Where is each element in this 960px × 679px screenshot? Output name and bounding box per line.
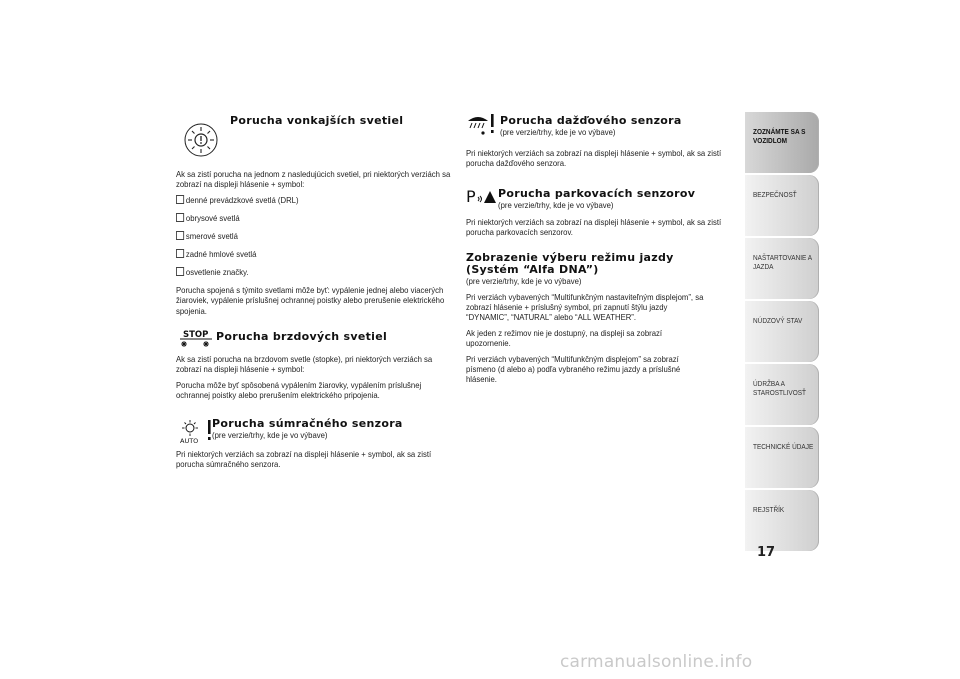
section-title: Zobrazenie výberu režimu jazdy	[466, 250, 674, 264]
section-title: Porucha parkovacích senzorov	[498, 186, 696, 200]
svg-text:AUTO: AUTO	[180, 436, 199, 445]
checkbox-bullet-icon	[176, 213, 184, 222]
paragraph: Pri niektorých verziách sa zobrazí na displeji hlásenie + symbol, ak sa zistí porucha parkovacích senzorov.	[466, 216, 722, 238]
paragraph: Ak sa zistí porucha na jednom z nasledujúcich svetiel, pri niektorých verziách sa zobrazí na displeji hlásenie + symbol:	[176, 169, 451, 190]
tab-index[interactable]: REJSTŘÍK	[745, 490, 819, 551]
section-title-line2: (Systém “Alfa DNA”)	[466, 262, 599, 276]
list-item: osvetlenie značky.	[176, 267, 428, 277]
right-column	[466, 112, 744, 390]
section-rain-sensor	[466, 112, 744, 138]
checkbox-bullet-icon	[176, 249, 184, 258]
checkbox-bullet-icon	[176, 231, 184, 240]
checkbox-bullet-icon	[176, 195, 184, 204]
paragraph: Ak sa zistí porucha na brzdovom svetle (stopke), pri niektorých verziách sa zobrazí na displeji hlásenie + symbol:	[176, 354, 433, 375]
section-parking-sensors	[466, 185, 744, 211]
paragraph: Pri verziách vybavených “Multifunkčným nastaviteľným displejom”, sa zobrazí hlásenie + príslušný symbol, pri zapnutí štýlu jazdy “DYNAMIC”, “NATURAL” alebo “ALL WEATHER”.	[466, 291, 704, 323]
section-subtitle: (pre verzie/trhy, kde je vo výbave)	[212, 429, 328, 440]
tab-maintenance[interactable]: ÚDRŽBA A STAROSTLIVOSŤ	[745, 364, 819, 425]
tab-starting-driving[interactable]: NAŠTARTOVANIE A JAZDA	[745, 238, 819, 299]
section-title: Porucha dažďového senzora	[500, 114, 682, 127]
section-subtitle: (pre verzie/trhy, kde je vo výbave)	[500, 127, 616, 137]
list-item: obrysové svetlá	[176, 213, 428, 223]
tab-safety[interactable]: BEZPEČNOSŤ	[745, 175, 819, 236]
list-item: denné prevádzkové svetlá (DRL)	[176, 195, 428, 205]
list-item: zadné hmlové svetlá	[176, 249, 428, 259]
tab-emergency[interactable]: NÚDZOVÝ STAV	[745, 301, 819, 362]
exterior-light-fault-icon	[179, 120, 223, 160]
section-title: Porucha vonkajších svetiel	[230, 114, 404, 127]
tab-technical-data[interactable]: TECHNICKÉ ÚDAJE	[745, 427, 819, 488]
section-subtitle: (pre verzie/trhy, kde je vo výbave)	[498, 199, 614, 210]
left-column	[176, 112, 456, 474]
section-twilight-sensor	[176, 417, 456, 445]
list-item: smerové svetlá	[176, 231, 428, 241]
paragraph: Pri verziách vybavených “Multifunkčným displejom” sa zobrazí písmeno (d alebo a) podľa vybraného režimu jazdy a príslušné hlásenie.	[466, 353, 681, 385]
paragraph: Porucha spojená s týmito svetlami môže byť: vypálenie jednej alebo viacerých žiaroviek, vypálenie príslušnej ochrannej poistky alebo prerušenie elektrického spojenia.	[176, 284, 445, 316]
paragraph: Pri niektorých verziách sa zobrazí na displeji hlásenie + symbol, ak sa zistí porucha súmračného senzora.	[176, 448, 432, 470]
svg-text:STOP: STOP	[183, 330, 209, 341]
rain-sensor-fault-icon	[466, 112, 498, 136]
section-drive-mode	[466, 252, 744, 385]
paragraph: Ak jeden z režimov nie je dostupný, na displeji sa zobrazí upozornenie.	[466, 327, 663, 349]
parking-sensor-fault-icon	[466, 185, 496, 207]
brake-light-fault-icon	[178, 328, 214, 350]
tab-get-to-know-vehicle[interactable]: ZOZNÁMTE SA S VOZIDLOM	[745, 112, 819, 173]
svg-text:P: P	[466, 186, 476, 206]
page-number: 17	[757, 545, 776, 560]
paragraph: Porucha môže byť spôsobená vypálením žiarovky, vypálením príslušnej ochrannej poistky alebo prerušením elektrického pripojenia.	[176, 379, 422, 401]
section-subtitle: (pre verzie/trhy, kde je vo výbave)	[466, 275, 582, 286]
section-exterior-lights	[176, 112, 456, 164]
section-brake-lights	[176, 330, 456, 350]
checkbox-bullet-icon	[176, 267, 184, 276]
watermark: carmanualsonline.info	[560, 652, 753, 672]
chapter-sidebar	[745, 112, 819, 553]
section-title: Porucha brzdových svetiel	[216, 330, 388, 344]
section-title: Porucha súmračného senzora	[212, 416, 403, 430]
paragraph: Pri niektorých verziách sa zobrazí na displeji hlásenie + symbol, ak sa zistí porucha dažďového senzora.	[466, 148, 722, 169]
